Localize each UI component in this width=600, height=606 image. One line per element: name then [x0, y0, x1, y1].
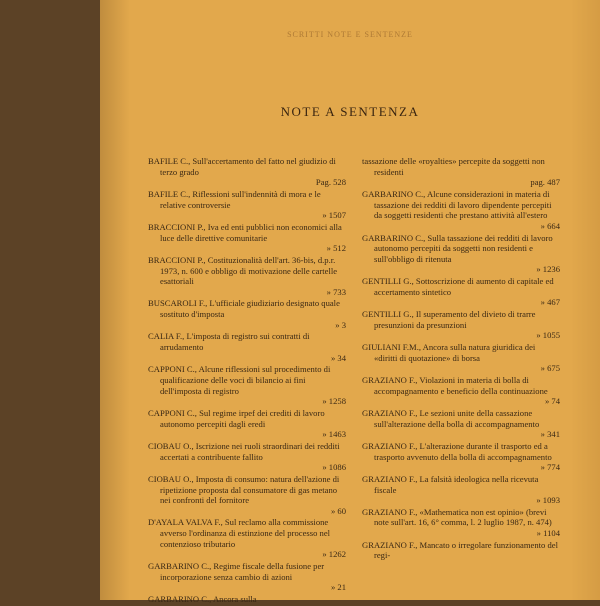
index-entry	[148, 331, 346, 363]
index-entry	[148, 594, 346, 605]
entry-page-number: » 1463	[322, 429, 346, 440]
entry-text: BUSCAROLI F., L'ufficiale giudiziario designato quale sostituto d'imposta	[148, 298, 340, 320]
index-entry	[148, 408, 346, 440]
entry-page-number: » 1055	[536, 330, 560, 341]
entry-page-number: » 1262	[322, 549, 346, 560]
entry-page-number: Pag. 528	[315, 177, 346, 188]
index-column-right	[362, 156, 560, 562]
index-entry	[362, 507, 560, 539]
entry-text: GARBARINO C., Regime fiscale della fusione per incorporazione senza cambio di azioni	[148, 561, 325, 582]
entry-text: CIOBAU O., Iscrizione nei ruoli straordinari dei redditi accertati a contribuente fallito	[148, 440, 340, 462]
entry-text: GRAZIANO F., Violazioni in materia di bolla di accompagnamento e beneficio della continuazione	[362, 375, 548, 396]
entry-page-number: » 467	[540, 297, 560, 308]
entry-page-number: pag. 487	[530, 177, 560, 188]
entry-text: CAPPONI C., Alcune riflessioni sul procedimento di qualificazione delle voci di bilancio ai fini dell'imposta di registro	[148, 364, 331, 396]
entry-text: CAPPONI C., Sul regime irpef dei crediti di lavoro autonomo percepiti dagli eredi	[148, 407, 325, 429]
entry-text: GRAZIANO F., La falsità ideologica nella ricevuta fiscale	[362, 473, 539, 495]
index-entry	[148, 189, 346, 221]
index-entry	[362, 408, 560, 440]
entry-page-number: » 774	[540, 462, 560, 473]
index-entry	[362, 156, 560, 188]
entry-text: GARBARINO C., Alcune considerazioni in materia di tassazione dei redditi di lavoro dipendente percepiti da soggetti residenti che prestano attività all'estero	[362, 188, 552, 221]
entry-text: GENTILLI G., Sottoscrizione di aumento di capitale ed accertamento sintetico	[362, 276, 554, 297]
index-entry	[148, 156, 346, 188]
index-entry	[148, 561, 346, 593]
book-page	[100, 0, 600, 604]
index-entry	[148, 298, 346, 330]
index-entry	[362, 189, 560, 231]
entry-text: BAFILE C., Riflessioni sull'indennità di mora e le relative controversie	[148, 188, 321, 210]
entry-page-number: » 1104	[536, 528, 560, 539]
entry-page-number: » 664	[540, 220, 560, 231]
entry-text: D'AYALA VALVA F., Sul reclamo alla commissione avverso l'ordinanza di estinzione del processo nel contenzioso tributario	[148, 517, 331, 549]
index-entry	[148, 255, 346, 297]
entry-text: GIULIANI F.M., Ancora sulla natura giuridica dei «diritti di quotazione» di borsa	[362, 342, 536, 363]
index-entry	[362, 540, 560, 561]
entry-text: BAFILE C., Sull'accertamento del fatto nel giudizio di terzo grado	[148, 156, 336, 177]
entry-page-number: » 34	[330, 352, 346, 363]
entry-page-number: » 1093	[536, 495, 560, 506]
entry-text: BRACCIONI P., Costituzionalità dell'art. 36-bis, d.p.r. 1973, n. 600 e obbligo di motivazione delle cartelle esattoriali	[148, 254, 338, 287]
entry-page-number: » 341	[540, 429, 560, 440]
entry-page-number: » 21	[330, 582, 346, 593]
entry-text: GENTILLI G., Il superamento del divieto di trarre presunzioni da presunzioni	[362, 309, 536, 330]
entry-page-number: » 675	[540, 363, 560, 374]
entry-text: CALIA F., L'imposta di registro sui contratti di arrudamento	[148, 331, 310, 353]
index-entry	[148, 364, 346, 406]
index-entry	[148, 517, 346, 559]
entry-page-number: » 74	[544, 396, 560, 407]
entry-text: GARBARINO C., Sulla tassazione dei redditi di lavoro autonomo percepiti da soggetti non residenti e sull'obbligo di ritenuta	[362, 232, 553, 264]
page-title: NOTE A SENTENZA	[280, 104, 420, 119]
entry-text: GRAZIANO F., «Mathematica non est opinio» (brevi note sull'art. 16, 6° comma, l. 2 luglio 1987, n. 474)	[362, 506, 552, 528]
entry-text: GARBARINO C., Ancora sulla	[148, 594, 257, 604]
index-entry	[362, 276, 560, 308]
entry-text: GRAZIANO F., Mancato o irregolare funzionamento del regi-	[362, 539, 558, 561]
entry-text: CIOBAU O., Imposta di consumo: natura dell'azione di ripetizione proposta dal consumatore di gas metano nei confronti del fornitore	[148, 473, 340, 506]
index-entry	[148, 222, 346, 254]
index-entry	[362, 375, 560, 407]
entry-page-number: » 1507	[322, 210, 346, 221]
entry-page-number: » 60	[330, 505, 346, 516]
index-entry	[362, 441, 560, 473]
entry-text: GRAZIANO F., L'alterazione durante il trasporto ed a trasporto avvenuto della bolla di accompagnamento	[362, 440, 552, 462]
entry-page-number: » 512	[326, 243, 346, 254]
entry-page-number: » 1258	[322, 396, 346, 407]
entry-page-number: » 3	[335, 319, 346, 330]
entry-page-number: » 733	[326, 286, 346, 297]
index-entry	[148, 441, 346, 473]
index-entry	[362, 474, 560, 506]
index-entry	[362, 309, 560, 341]
entry-text: BRACCIONI P., Iva ed enti pubblici non economici alla luce delle direttive comunitarie	[148, 221, 342, 243]
entry-text: tassazione delle «royalties» percepite da soggetti non residenti	[362, 156, 545, 177]
entry-text: GRAZIANO F., Le sezioni unite della cassazione sull'alterazione della bolla di accompagnamento	[362, 407, 540, 429]
index-column-left	[148, 156, 346, 606]
index-entry	[362, 233, 560, 275]
index-entry	[148, 474, 346, 516]
entry-page-number: » 1236	[536, 264, 560, 275]
index-entry	[362, 342, 560, 374]
running-header: SCRITTI NOTE E SENTENZE	[287, 30, 413, 39]
entry-page-number: » 1086	[322, 462, 346, 473]
